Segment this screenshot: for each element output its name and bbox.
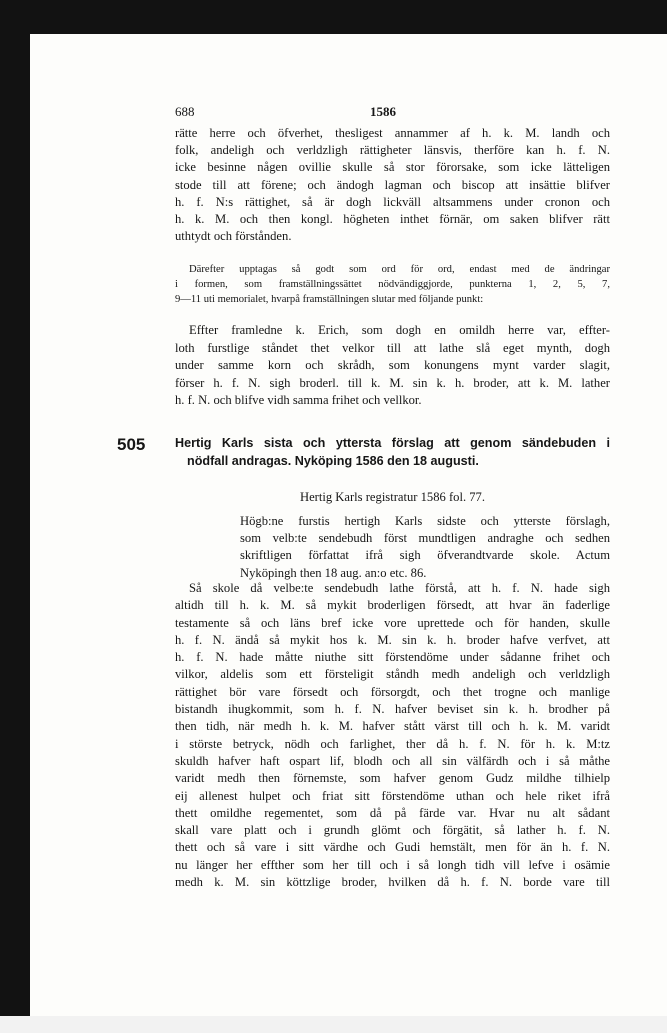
running-head-year: 1586 <box>370 104 396 119</box>
text-line: Nyköpingh then 18 aug. an:o etc. 86. <box>240 565 427 580</box>
text-line: uthtydt och förstånden. <box>175 229 292 244</box>
text-line: h. f. N. och blifve vidh samma frihet och vellkor. <box>175 393 422 408</box>
text-line: som velb:te sendebudh först mundtligen andraghe och sedhen <box>240 531 610 546</box>
text-line: Så skole då velbe:te sendebudh lathe förstå, att h. f. N. hade sigh <box>189 581 610 595</box>
document-number: 505 <box>117 435 146 454</box>
text-line: nu länger her effther som her till och i så longh tidh vill lefve i osämie <box>175 857 610 872</box>
text-line: i formen, som framställningssättet nödvändiggjorde, punkterna 1, 2, 5, 7, <box>175 278 610 290</box>
source-reference <box>175 489 610 505</box>
text-line: rättighet bör vare försedt och försorgdt, och thet trogne och manlige <box>175 684 610 699</box>
text-line: testamente så och läns bref icke vore uprettede och för handen, skulle <box>175 615 610 630</box>
text-line: Högb:ne furstis hertigh Karls sidste och ytterste förslagh, <box>240 514 610 528</box>
source-line: Hertig Karls registratur 1586 fol. 77. <box>299 490 485 504</box>
text-line: skall vare platt och i grundh glömt och förgätit, så lather h. f. N. <box>175 823 610 838</box>
text-line: skuldh hafver haft ospart lif, blodh och all sin välfärdh och i så måthe <box>175 753 610 768</box>
document-body <box>175 580 610 891</box>
text-line: i störste betryck, nödh och farlighet, ther då h. f. N. för h. k. M:tz <box>175 736 610 751</box>
text-line: altidh till h. k. M. så mykit broderligen försedt, att hvar än faderlige <box>175 598 610 613</box>
editorial-note <box>175 263 610 308</box>
text-line: 9—11 uti memorialet, hvarpå framställningen slutar med följande punkt: <box>175 293 484 305</box>
text-line: Därefter upptagas så godt som ord för ord, endast med de ändringar <box>189 264 610 275</box>
text-line: skriftligen författat ifrå sigh öfverandtvarde skole. Actum <box>240 548 610 563</box>
document-heading <box>175 434 610 470</box>
text-line: loth furstlige ståndet thet velkor till att lathe slå eget mynth, dogh <box>175 340 610 355</box>
text-line: stode till att förene; och ändogh lagman och biscop att insättie blifver <box>175 177 610 192</box>
paragraph-3 <box>175 322 610 410</box>
text-line: thett omildhe regementet, som då på färde var. Hvar nu alt sådant <box>175 805 610 820</box>
heading-line: nödfall andragas. Nyköping 1586 den 18 augusti. <box>187 454 479 468</box>
text-line: h. f. N. hade måtte niuthe sitt förstendöme under sådanne frihet och <box>175 650 610 665</box>
text-line: Effter framledne k. Erich, som dogh en omildh herre var, effter- <box>189 323 610 337</box>
text-line: varidt medh then förnemste, som hafver genom Gudz mildhe tilhielp <box>175 771 610 786</box>
page-number: 688 <box>175 104 195 119</box>
heading-line: Hertig Karls sista och yttersta förslag att genom sändebuden i <box>175 436 610 450</box>
text-line: folk, andeligh och verldzligh rättigheter länsvis, therföre kan h. f. N. <box>175 143 610 158</box>
text-line: h. f. N:s rättighet, så är dogh lickväll altsammens under cronon och <box>175 194 610 209</box>
text-line: icke besinne någen ovillie skulle så stor förorsake, som icke lätteligen <box>175 160 610 175</box>
text-line: medh k. M. sin köttzlige broder, hvilken då h. f. N. borde vare till <box>175 875 610 890</box>
text-line: förser h. f. N. sigh broderl. till k. M. sin k. h. broder, att k. M. lather <box>175 375 610 390</box>
text-line: h. f. N. ändå så mykit hos k. M. sin k. h. broder hafve verfvet, att <box>175 632 610 647</box>
text-line: rätte herre och öfverhet, thesligest annammer af h. k. M. landh och <box>175 126 610 140</box>
text-line: eij allenest hulpet och friat sitt förstendöme uthan och hele riket ifrå <box>175 788 610 803</box>
text-line: thett och så vare i sitt värdhe och Gudi hemstält, men för än h. f. N. <box>175 840 610 855</box>
document-intro <box>240 513 610 582</box>
text-line: then tidh, när medh h. k. M. hafver stått värst till och h. k. M. varidt <box>175 719 610 734</box>
text-line: bistandh ihugkommit, som h. f. N. hafver beviset sin k. h. brodher på <box>175 702 610 717</box>
text-line: vilkor, aldelis som ett försteligit ståndh medh andeligh och verldzligh <box>175 667 610 682</box>
text-line: h. k. M. och then kongl. högheten inthet förnär, om saken blifver rätt <box>175 212 610 227</box>
text-line: under samme korn och skrådh, som konungens mynt varder slagit, <box>175 358 610 373</box>
paragraph-1 <box>175 125 610 245</box>
